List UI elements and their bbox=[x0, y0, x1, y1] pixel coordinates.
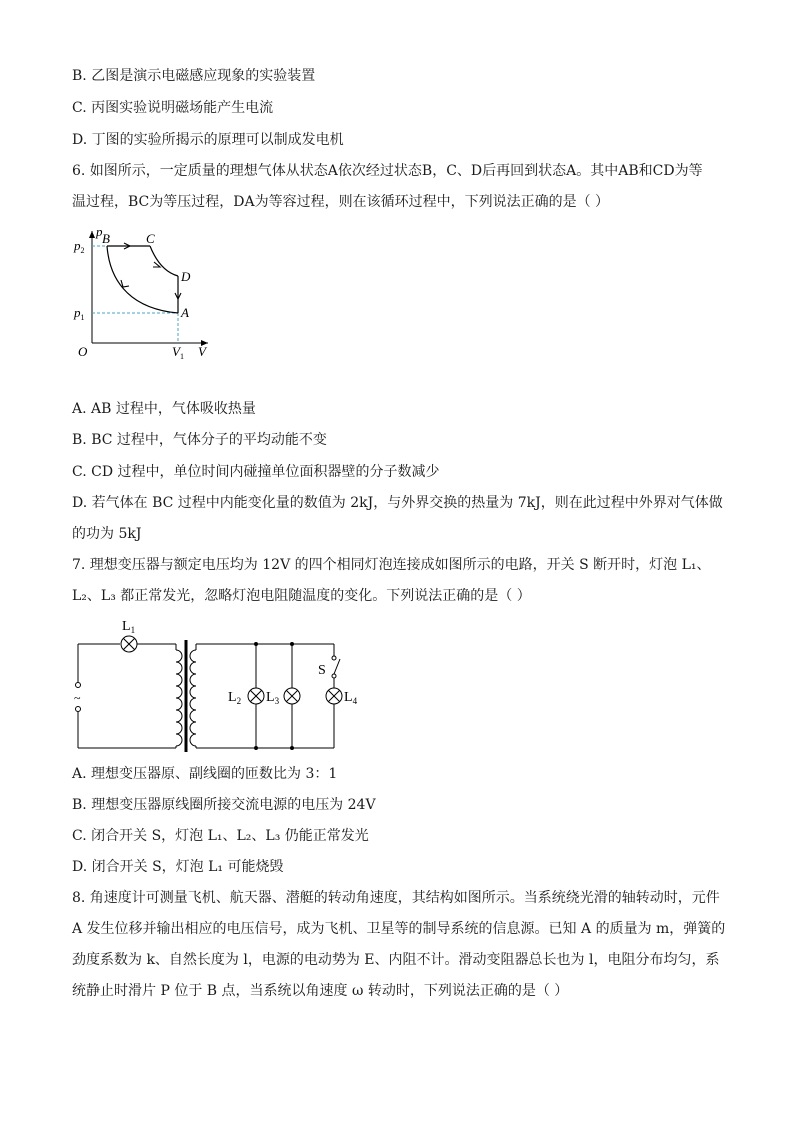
lamp-l2 bbox=[248, 688, 264, 704]
q8-line-2: A 发生位移并输出相应的电压信号，成为飞机、卫星等的制导系统的信息源。已知 A 的质量为 m，弹簧的 bbox=[72, 921, 726, 937]
q6-option-d-line-1: D. 若气体在 BC 过程中内能变化量的数值为 2kJ，与外界交换的热量为 7kJ，则在此过程中外界对气体做 bbox=[72, 495, 723, 511]
primary-coil bbox=[176, 650, 182, 746]
lamp-l1 bbox=[121, 636, 137, 652]
q7-option-b: B. 理想变压器原线圈所接交流电源的电压为 24V bbox=[72, 797, 376, 813]
lamp-l2-label: $L_2$ bbox=[228, 690, 242, 706]
switch-contact-top bbox=[332, 656, 336, 660]
q6-option-b: B. BC 过程中，气体分子的平均动能不变 bbox=[72, 432, 327, 448]
q8-line-3: 劲度系数为 k、自然长度为 l，电源的电动势为 E、内阻不计。滑动变阻器总长也为 l，电阻分布均匀，系 bbox=[72, 952, 720, 968]
ab-arrow bbox=[121, 280, 129, 287]
p2-label: $p_2$ bbox=[74, 238, 85, 255]
origin-label: O bbox=[78, 344, 88, 359]
ab-isotherm-curve bbox=[107, 246, 178, 313]
q6-stem-line-1: 6. 如图所示，一定质量的理想气体从状态A依次经过状态B，C、D后再回到状态A。其中AB和CD为等 bbox=[72, 163, 703, 179]
point-b-label: B bbox=[102, 231, 110, 246]
switch-contact-bottom bbox=[332, 674, 336, 678]
q6-option-a: A. AB 过程中，气体吸收热量 bbox=[72, 401, 256, 417]
q5-option-c: C. 丙图实验说明磁场能产生电流 bbox=[72, 100, 274, 116]
ac-terminal-bottom bbox=[76, 707, 81, 712]
junction-dot-l3-bottom bbox=[290, 746, 294, 750]
pv-diagram bbox=[70, 225, 230, 365]
lamp-l4-label: $L_4$ bbox=[344, 690, 358, 706]
q7-stem-line-2: L₂、L₃ 都正常发光，忽略灯泡电阻随温度的变化。下列说法正确的是（ ） bbox=[72, 588, 531, 604]
q8-line-1: 8. 角速度计可测量飞机、航天器、潜艇的转动角速度，其结构如图所示。当系统绕光滑的轴转动时，元件 bbox=[72, 890, 720, 906]
switch-s-label: S bbox=[318, 663, 326, 678]
secondary-coil bbox=[190, 650, 196, 746]
cd-isotherm-curve bbox=[150, 246, 178, 276]
v1-label: $V_1$ bbox=[172, 344, 184, 361]
q6-stem-line-2: 温过程，BC为等压过程，DA为等容过程，则在该循环过程中，下列说法正确的是（ ） bbox=[72, 194, 610, 210]
q7-option-a: A. 理想变压器原、副线圈的匝数比为 3：1 bbox=[72, 766, 338, 782]
lamp-l3-label: $L_3$ bbox=[266, 690, 280, 706]
point-c-label: C bbox=[146, 231, 155, 246]
switch-s-blade bbox=[334, 659, 340, 674]
v-axis-label: V bbox=[198, 344, 206, 359]
q5-option-b: B. 乙图是演示电磁感应现象的实验装置 bbox=[72, 68, 316, 84]
q7-stem-line-1: 7. 理想变压器与额定电压均为 12V 的四个相同灯泡连接成如图所示的电路，开关 S 断开时，灯泡 L₁、 bbox=[72, 557, 711, 573]
ac-terminal-top bbox=[76, 683, 81, 688]
p-axis-label: p bbox=[96, 224, 103, 239]
lamp-l4 bbox=[326, 688, 342, 704]
q7-option-c: C. 闭合开关 S，灯泡 L₁、L₂、L₃ 仍能正常发光 bbox=[72, 828, 369, 844]
q8-line-4: 统静止时滑片 P 位于 B 点，当系统以角速度 ω 转动时，下列说法正确的是（ ） bbox=[72, 983, 569, 999]
junction-dot-l2-top bbox=[254, 642, 258, 646]
point-d-label: D bbox=[181, 269, 191, 284]
q5-option-d: D. 丁图的实验所揭示的原理可以制成发电机 bbox=[72, 132, 344, 148]
q6-option-d-line-2: 的功为 5kJ bbox=[72, 526, 142, 542]
ac-source-symbol: ~ bbox=[74, 691, 81, 705]
junction-dot-l3-top bbox=[290, 642, 294, 646]
point-a-label: A bbox=[181, 305, 189, 320]
transformer-circuit bbox=[72, 612, 362, 757]
lamp-l1-label: $L_1$ bbox=[122, 619, 136, 635]
lamp-l3 bbox=[284, 688, 300, 704]
q7-option-d: D. 闭合开关 S，灯泡 L₁ 可能烧毁 bbox=[72, 859, 284, 875]
junction-dot-l2-bottom bbox=[254, 746, 258, 750]
p1-label: $p_1$ bbox=[74, 305, 85, 322]
q6-option-c: C. CD 过程中，单位时间内碰撞单位面积器壁的分子数减少 bbox=[72, 464, 440, 480]
